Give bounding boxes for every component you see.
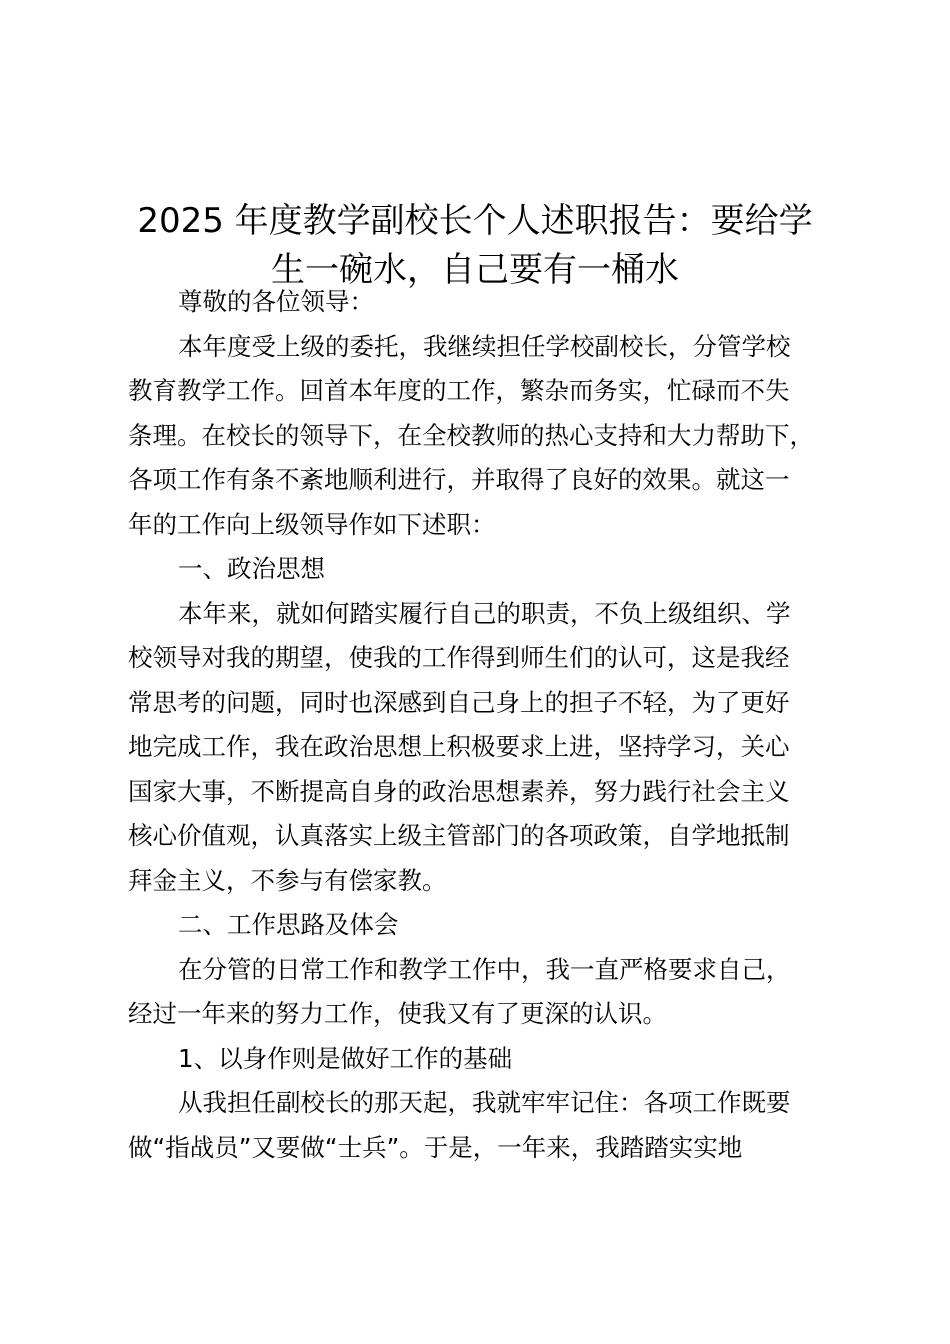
paragraph-line: 地完成工作，我在政治思想上积极要求上进，坚持学习，关心 (128, 732, 790, 761)
paragraph-line: 1、以身作则是做好工作的基础 (178, 1043, 513, 1073)
paragraph-line: 尊敬的各位领导： (178, 287, 374, 316)
paragraph-line: 二、工作思路及体会 (178, 910, 399, 939)
title-line: 2025 年度教学副校长个人述职报告：要给学 (137, 200, 813, 241)
document-body (128, 280, 838, 1170)
paragraph-line: 经过一年来的努力工作，使我又有了更深的认识。 (128, 999, 667, 1028)
paragraph-line: 条理。在校长的领导下，在全校教师的热心支持和大力帮助下， (128, 420, 814, 450)
paragraph-line: 国家大事，不断提高自身的政治思想素养，努力践行社会主义 (128, 776, 790, 806)
paragraph-line: 校领导对我的期望，使我的工作得到师生们的认可，这是我经 (128, 643, 790, 672)
paragraph-line: 教育教学工作。回首本年度的工作，繁杂而务实，忙碌而不失 (128, 376, 790, 405)
paragraph-line: 核心价值观，认真落实上级主管部门的各项政策，自学地抵制 (128, 821, 790, 850)
title-line: 生一碗水，自己要有一桶水 (271, 249, 679, 290)
paragraph-line: 拜金主义，不参与有偿家教。 (128, 865, 447, 895)
paragraph-line: 年的工作向上级领导作如下述职： (128, 509, 496, 539)
paragraph-line: 各项工作有条不紊地顺利进行，并取得了良好的效果。就这一 (128, 465, 790, 494)
paragraph-line: 本年来，就如何踏实履行自己的职责，不负上级组织、学 (178, 598, 791, 628)
paragraph-line: 一、政治思想 (178, 554, 325, 583)
paragraph-line: 从我担任副校长的那天起，我就牢牢记住：各项工作既要 (178, 1088, 791, 1117)
paragraph-line: 做“指战员”又要做“士兵”。于是，一年来，我踏踏实实地 (128, 1132, 743, 1162)
paragraph-line: 常思考的问题，同时也深感到自己身上的担子不轻，为了更好 (128, 687, 790, 717)
paragraph-line: 本年度受上级的委托，我继续担任学校副校长，分管学校 (178, 331, 791, 361)
paragraph-line: 在分管的日常工作和教学工作中，我一直严格要求自己， (178, 954, 791, 984)
